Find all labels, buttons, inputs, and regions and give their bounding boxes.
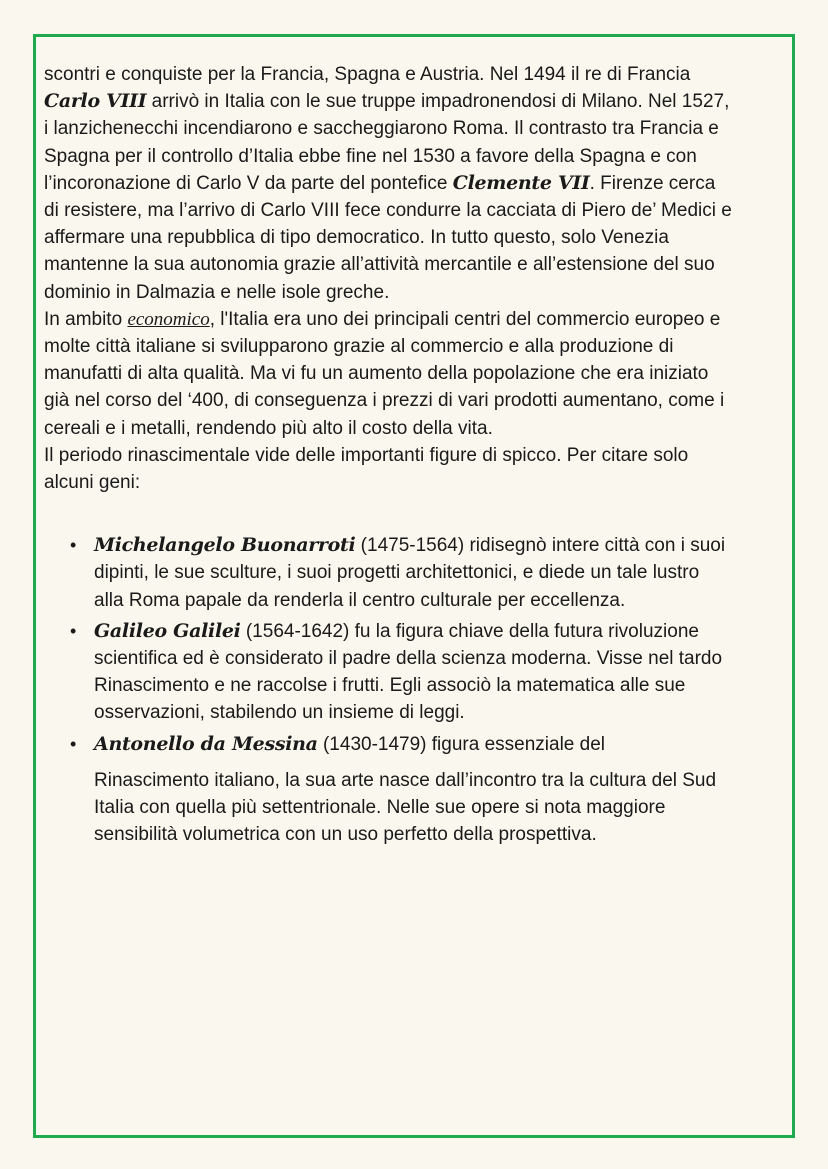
spacer [44,496,734,532]
list-item-text: (1475-1564) ridisegnò intere città con i suoi dipinti, le sue sculture, i suoi progetti architettonici, e diede un tale lustro alla Roma papale da renderla il centro culturale per eccellenza. [94,535,726,611]
list-item-michelangelo [44,532,734,614]
list-item-text: Rinascimento italiano, la sua arte nasce dall’incontro tra la cultura del Sud Italia con quella più settentrionale. Nelle sue opere si nota maggiore sensibilità volumetrica con un uso perfetto della prospettiva. [94,769,717,846]
paragraph-figures-intro: Il periodo rinascimentale vide delle importanti figure di spicco. Per citare solo alcuni geni: [44,444,689,494]
name-galileo: Galileo Galilei [94,619,241,642]
keyword-economico: economico [127,308,210,330]
paragraph-text: , l'Italia era uno dei principali centri del commercio europeo e molte città italiane si svilupparono grazie al commercio e alla produzione di manufatti di alta qualità. Ma vi fu un aumento della popolazione che era iniziato già nel corso del ‘400, di conseguenza i prezzi di vari prodotti aumentano, come i cereali e i metalli, rendendo più alto il costo della vita. [44,308,725,439]
bullet-icon: • [70,733,77,754]
paragraph-text: arrivò in Italia con le sue truppe impadronendosi di Milano. Nel 1527, i lanzichenecchi incendiarono e saccheggiarono Roma. Il contrasto tra Francia e Spagna per il controllo d’Italia ebbe fine nel 1530 a favore della Spagna e con l’incoronazione di Carlo V da parte del pontefice [44,91,730,194]
name-antonello: Antonello da Messina [94,732,318,755]
paragraph-political [44,61,734,306]
name-michelangelo: Michelangelo Buonarroti [94,534,356,557]
name-clemente-vii: Clemente VII [452,171,590,194]
genius-list [44,532,734,848]
paragraph-text: . Firenze cerca di resistere, ma l’arrivo di Carlo VIII fece condurre la cacciata di Piero de’ Medici e affermare una repubblica di tipo democratico. In tutto questo, solo Venezia mantenne la sua autonomia grazie all’attività mercantile e all’estensione del suo dominio in Dalmazia e nelle isole greche. [44,172,732,303]
list-item-text: (1564-1642) fu la figura chiave della futura rivoluzione scientifica ed è considerato il padre della scienza moderna. Visse nel tardo Rinascimento e ne raccolse i frutti. Egli associò la matematica alle sue osservazioni, stabilendo un insieme di leggi. [94,620,723,724]
list-item-text: (1430-1479) figura essenziale del [317,733,605,755]
name-carlo-viii: Carlo VIII [44,90,147,113]
paragraph-text: In ambito [44,308,128,330]
paragraph-text: scontri e conquiste per la Francia, Spagna e Austria. Nel 1494 il re di Francia [44,64,691,85]
list-item-first-line [94,731,734,758]
document-body [44,61,734,852]
bullet-icon: • [70,535,77,556]
bullet-icon: • [70,620,77,641]
list-item-antonello [44,731,734,849]
list-item-galileo [44,618,734,727]
paragraph-economic [44,306,734,442]
